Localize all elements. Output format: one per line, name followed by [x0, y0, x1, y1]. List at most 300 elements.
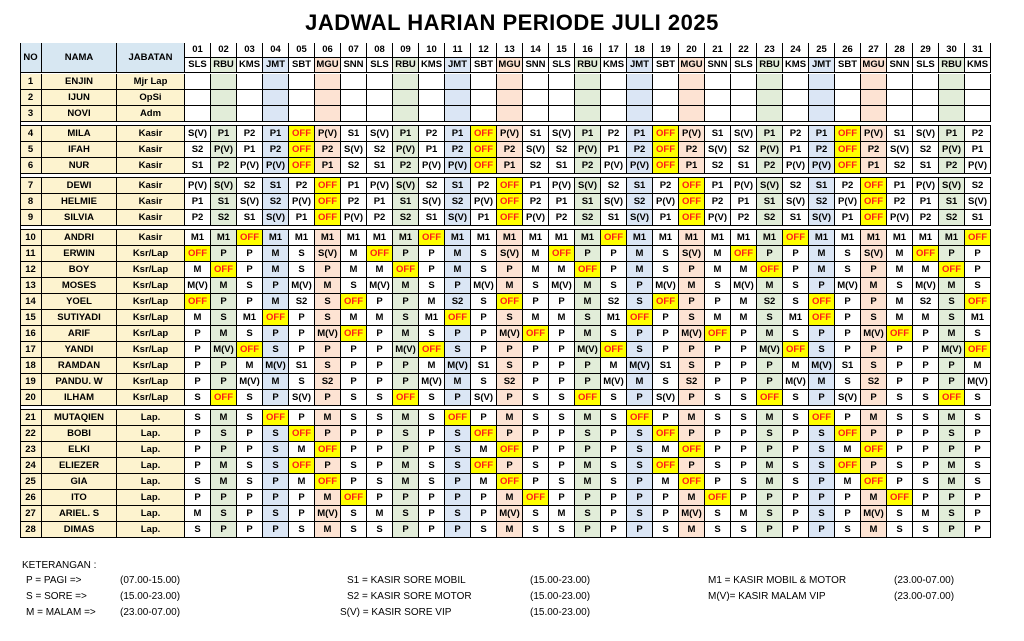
day-name: JMT — [445, 58, 471, 73]
shift-cell: M — [419, 358, 445, 374]
shift-off-cell: OFF — [315, 210, 341, 226]
shift-cell: S — [679, 358, 705, 374]
shift-cell: S2 — [393, 210, 419, 226]
shift-cell: M — [393, 474, 419, 490]
shift-cell: P — [861, 426, 887, 442]
shift-cell: S1 — [445, 178, 471, 194]
day-number: 14 — [523, 43, 549, 58]
shift-cell: P1 — [419, 142, 445, 158]
shift-cell: P2 — [835, 178, 861, 194]
shift-off-cell: OFF — [653, 158, 679, 174]
employee-position: Adm — [117, 106, 185, 122]
shift-cell: P — [783, 442, 809, 458]
shift-cell: M1 — [679, 230, 705, 246]
shift-cell: S(V) — [419, 194, 445, 210]
shift-off-cell: OFF — [861, 210, 887, 226]
shift-cell — [731, 106, 757, 122]
day-number: 22 — [731, 43, 757, 58]
shift-cell: P — [471, 506, 497, 522]
shift-cell — [367, 90, 393, 106]
shift-cell: S — [575, 506, 601, 522]
employee-position: Kasir — [117, 230, 185, 246]
shift-cell: M — [315, 278, 341, 294]
shift-cell: P — [887, 442, 913, 458]
day-name: JMT — [263, 58, 289, 73]
shift-cell: S1 — [367, 158, 393, 174]
shift-cell — [601, 90, 627, 106]
shift-cell: M(V) — [497, 506, 523, 522]
shift-cell: P — [939, 442, 965, 458]
shift-cell — [263, 74, 289, 90]
shift-cell: M(V) — [419, 374, 445, 390]
day-name: JMT — [809, 58, 835, 73]
shift-off-cell: OFF — [445, 310, 471, 326]
shift-cell: S — [263, 506, 289, 522]
shift-cell — [471, 106, 497, 122]
shift-off-cell: OFF — [965, 230, 991, 246]
shift-cell: S(V) — [367, 126, 393, 142]
shift-cell: S — [419, 474, 445, 490]
shift-cell: P — [705, 358, 731, 374]
shift-cell — [731, 74, 757, 90]
shift-cell: S — [627, 506, 653, 522]
day-name: SLS — [731, 58, 757, 73]
shift-cell: P — [601, 442, 627, 458]
shift-off-cell: OFF — [289, 458, 315, 474]
shift-cell: S2 — [887, 158, 913, 174]
shift-cell: S — [809, 426, 835, 442]
shift-cell: P — [913, 358, 939, 374]
shift-cell: M — [575, 474, 601, 490]
shift-off-cell: OFF — [471, 458, 497, 474]
shift-cell: P — [601, 522, 627, 538]
shift-cell: P — [549, 326, 575, 342]
shift-cell: M(V) — [601, 374, 627, 390]
shift-cell: P — [653, 490, 679, 506]
shift-cell: P1 — [523, 178, 549, 194]
shift-off-cell: OFF — [471, 126, 497, 142]
shift-cell: S — [705, 522, 731, 538]
shift-cell: P — [705, 342, 731, 358]
shift-cell — [471, 74, 497, 90]
shift-off-cell: OFF — [341, 294, 367, 310]
shift-cell: P — [835, 294, 861, 310]
shift-cell: S2 — [757, 294, 783, 310]
shift-cell — [237, 74, 263, 90]
shift-cell: P — [653, 326, 679, 342]
shift-cell: P — [523, 294, 549, 310]
employee-position: Mjr Lap — [117, 74, 185, 90]
shift-cell: S — [185, 410, 211, 426]
shift-cell: S — [523, 522, 549, 538]
shift-cell: M — [211, 458, 237, 474]
shift-cell: M — [471, 474, 497, 490]
shift-cell: S — [185, 390, 211, 406]
shift-cell: S(V) — [185, 126, 211, 142]
shift-cell — [211, 74, 237, 90]
shift-cell: S — [887, 410, 913, 426]
shift-cell — [731, 90, 757, 106]
legend-time-malam: (23.00-07.00) — [120, 607, 181, 618]
employee-position: Kasir — [117, 210, 185, 226]
shift-off-cell: OFF — [939, 262, 965, 278]
shift-cell: P — [575, 358, 601, 374]
shift-cell: M — [289, 442, 315, 458]
day-number: 19 — [653, 43, 679, 58]
shift-cell: P — [419, 490, 445, 506]
shift-cell: S — [731, 410, 757, 426]
shift-cell: M — [237, 358, 263, 374]
shift-cell: S — [393, 310, 419, 326]
shift-cell: M(V) — [289, 278, 315, 294]
shift-cell: S — [627, 426, 653, 442]
shift-cell: S2 — [913, 294, 939, 310]
shift-off-cell: OFF — [497, 194, 523, 210]
shift-cell — [913, 90, 939, 106]
shift-cell — [575, 74, 601, 90]
legend-time-sv: (15.00-23.00) — [530, 607, 591, 618]
shift-off-cell: OFF — [575, 262, 601, 278]
shift-cell: M — [679, 490, 705, 506]
shift-cell — [523, 74, 549, 90]
shift-cell — [757, 90, 783, 106]
shift-cell: P — [887, 426, 913, 442]
shift-cell: P — [549, 342, 575, 358]
shift-cell: P — [367, 490, 393, 506]
shift-cell: P2 — [783, 126, 809, 142]
shift-cell — [913, 106, 939, 122]
shift-cell: P — [601, 246, 627, 262]
shift-cell: P(V) — [861, 126, 887, 142]
employee-name: MOSES — [42, 278, 117, 294]
shift-cell: P2 — [211, 158, 237, 174]
shift-cell: S — [367, 390, 393, 406]
shift-cell: P — [731, 442, 757, 458]
day-number: 29 — [913, 43, 939, 58]
shift-cell: M — [263, 374, 289, 390]
shift-cell: P — [627, 278, 653, 294]
shift-cell: P1 — [835, 210, 861, 226]
shift-cell: M — [263, 246, 289, 262]
shift-cell — [601, 74, 627, 90]
shift-cell: S — [419, 458, 445, 474]
shift-cell: P — [211, 522, 237, 538]
row-number: 18 — [20, 358, 42, 374]
shift-cell: P1 — [367, 194, 393, 210]
shift-cell: M — [341, 262, 367, 278]
shift-cell: P — [523, 442, 549, 458]
shift-cell — [861, 90, 887, 106]
shift-cell: M — [757, 410, 783, 426]
shift-cell: P — [575, 442, 601, 458]
shift-cell: S — [705, 506, 731, 522]
shift-cell: M1 — [783, 310, 809, 326]
shift-cell: P — [341, 426, 367, 442]
shift-off-cell: OFF — [497, 178, 523, 194]
shift-cell — [965, 90, 991, 106]
shift-cell: S(V) — [913, 126, 939, 142]
shift-cell: M — [367, 262, 393, 278]
shift-cell: P — [315, 458, 341, 474]
shift-cell: P2 — [263, 142, 289, 158]
shift-cell — [783, 90, 809, 106]
shift-cell: P — [445, 326, 471, 342]
shift-cell — [367, 74, 393, 90]
day-name: SNN — [705, 58, 731, 73]
shift-cell: S2 — [341, 158, 367, 174]
shift-cell: P — [419, 506, 445, 522]
shift-cell: S(V) — [731, 126, 757, 142]
shift-cell: S1 — [393, 194, 419, 210]
shift-cell: S — [549, 522, 575, 538]
shift-off-cell: OFF — [627, 410, 653, 426]
shift-cell: S1 — [237, 210, 263, 226]
shift-cell: M — [575, 294, 601, 310]
shift-cell: P — [315, 426, 341, 442]
employee-position: Lap. — [117, 410, 185, 426]
shift-cell: P — [445, 474, 471, 490]
row-number: 20 — [20, 390, 42, 406]
shift-cell: M — [393, 278, 419, 294]
shift-cell: S — [939, 506, 965, 522]
shift-cell: P — [445, 278, 471, 294]
shift-cell: S(V) — [471, 390, 497, 406]
employee-name: GIA — [42, 474, 117, 490]
employee-name: IFAH — [42, 142, 117, 158]
shift-cell: S — [783, 458, 809, 474]
shift-cell: M — [913, 506, 939, 522]
shift-cell — [653, 106, 679, 122]
shift-cell: M1 — [757, 230, 783, 246]
shift-cell: S — [887, 390, 913, 406]
shift-cell: S — [289, 262, 315, 278]
day-name: MGU — [497, 58, 523, 73]
shift-cell: P1 — [289, 210, 315, 226]
day-name: SLS — [185, 58, 211, 73]
shift-cell: P(V) — [445, 158, 471, 174]
day-name: KMS — [419, 58, 445, 73]
shift-cell: P2 — [185, 210, 211, 226]
header-nama: NAMA — [42, 43, 117, 73]
shift-cell: P — [393, 490, 419, 506]
employee-position: Ksr/Lap — [117, 390, 185, 406]
shift-cell: S(V) — [861, 246, 887, 262]
shift-cell: P2 — [861, 142, 887, 158]
shift-cell — [887, 74, 913, 90]
shift-cell: S(V) — [601, 194, 627, 210]
shift-off-cell: OFF — [367, 246, 393, 262]
shift-cell: P(V) — [705, 210, 731, 226]
shift-cell: P — [419, 442, 445, 458]
shift-off-cell: OFF — [653, 294, 679, 310]
shift-cell: S — [185, 474, 211, 490]
shift-cell: S — [939, 426, 965, 442]
shift-cell: P — [653, 342, 679, 358]
shift-cell: S(V) — [211, 178, 237, 194]
shift-cell — [367, 106, 393, 122]
shift-cell: S — [783, 294, 809, 310]
shift-cell: S — [315, 358, 341, 374]
shift-cell: M — [965, 358, 991, 374]
shift-cell: P2 — [445, 142, 471, 158]
shift-cell: S2 — [809, 194, 835, 210]
shift-cell: S — [237, 474, 263, 490]
employee-name: PANDU. W — [42, 374, 117, 390]
day-number: 28 — [887, 43, 913, 58]
shift-cell: M1 — [419, 310, 445, 326]
shift-cell: S — [653, 246, 679, 262]
day-name: SNN — [523, 58, 549, 73]
shift-off-cell: OFF — [289, 126, 315, 142]
shift-cell: S(V) — [965, 194, 991, 210]
shift-cell: S(V) — [341, 142, 367, 158]
page-title: JADWAL HARIAN PERIODE JULI 2025 — [305, 10, 719, 35]
shift-cell — [705, 106, 731, 122]
shift-cell: P — [497, 390, 523, 406]
shift-off-cell: OFF — [315, 194, 341, 210]
shift-cell: P — [211, 358, 237, 374]
employee-name: BOBI — [42, 426, 117, 442]
shift-cell: P(V) — [627, 158, 653, 174]
shift-cell: S — [965, 326, 991, 342]
day-number: 10 — [419, 43, 445, 58]
day-number: 24 — [783, 43, 809, 58]
shift-cell: M1 — [809, 230, 835, 246]
header-no: NO — [20, 43, 42, 73]
shift-off-cell: OFF — [783, 230, 809, 246]
shift-cell: S — [445, 442, 471, 458]
shift-cell: S1 — [835, 358, 861, 374]
shift-cell — [393, 106, 419, 122]
shift-cell: M(V) — [575, 342, 601, 358]
shift-cell: S — [237, 390, 263, 406]
shift-cell: S1 — [653, 358, 679, 374]
day-number: 21 — [705, 43, 731, 58]
shift-cell — [497, 74, 523, 90]
shift-cell — [887, 90, 913, 106]
shift-off-cell: OFF — [497, 294, 523, 310]
shift-cell: S(V) — [497, 246, 523, 262]
shift-cell: M(V) — [939, 342, 965, 358]
row-number: 1 — [20, 74, 42, 90]
shift-off-cell: OFF — [757, 262, 783, 278]
shift-cell: P — [263, 278, 289, 294]
legend-time-sore: (15.00-23.00) — [120, 591, 181, 602]
shift-cell: S2 — [913, 142, 939, 158]
shift-cell: P — [185, 374, 211, 390]
shift-cell: S1 — [757, 194, 783, 210]
shift-cell: P1 — [575, 126, 601, 142]
shift-cell: P — [965, 246, 991, 262]
shift-cell: S — [783, 326, 809, 342]
shift-cell — [757, 74, 783, 90]
shift-cell: P — [185, 490, 211, 506]
shift-cell: P — [887, 342, 913, 358]
day-number: 16 — [575, 43, 601, 58]
shift-cell: P — [289, 490, 315, 506]
shift-cell: M — [549, 310, 575, 326]
shift-cell: S1 — [341, 126, 367, 142]
day-number: 30 — [939, 43, 965, 58]
day-number: 13 — [497, 43, 523, 58]
shift-cell: P — [627, 490, 653, 506]
shift-off-cell: OFF — [497, 442, 523, 458]
shift-cell — [783, 106, 809, 122]
shift-cell: S1 — [601, 210, 627, 226]
shift-cell: P(V) — [757, 142, 783, 158]
shift-cell: M — [575, 326, 601, 342]
shift-cell: S2 — [445, 194, 471, 210]
employee-position: Kasir — [117, 158, 185, 174]
shift-cell: P — [367, 294, 393, 310]
shift-cell: P1 — [939, 126, 965, 142]
shift-off-cell: OFF — [861, 474, 887, 490]
shift-off-cell: OFF — [185, 294, 211, 310]
shift-cell: M — [653, 442, 679, 458]
shift-cell: S — [601, 326, 627, 342]
shift-cell: M(V) — [237, 374, 263, 390]
day-number: 17 — [601, 43, 627, 58]
shift-cell: S — [211, 506, 237, 522]
shift-cell: P — [185, 458, 211, 474]
shift-cell: M — [341, 246, 367, 262]
row-number: 3 — [20, 106, 42, 122]
shift-cell: M — [705, 262, 731, 278]
shift-cell: P — [757, 246, 783, 262]
shift-cell: M — [939, 474, 965, 490]
shift-cell — [549, 90, 575, 106]
shift-cell: P2 — [965, 126, 991, 142]
shift-off-cell: OFF — [861, 442, 887, 458]
shift-cell: S1 — [913, 158, 939, 174]
shift-cell: P2 — [731, 210, 757, 226]
shift-cell: P — [835, 326, 861, 342]
shift-cell: S2 — [315, 374, 341, 390]
day-name: RBU — [393, 58, 419, 73]
shift-cell: M — [575, 410, 601, 426]
shift-cell: P1 — [627, 126, 653, 142]
shift-cell: S2 — [289, 294, 315, 310]
shift-cell — [263, 106, 289, 122]
day-number: 20 — [679, 43, 705, 58]
shift-cell: S(V) — [549, 126, 575, 142]
shift-cell: M — [185, 506, 211, 522]
shift-cell — [211, 106, 237, 122]
shift-cell: P — [211, 294, 237, 310]
employee-name: HELMIE — [42, 194, 117, 210]
day-name: KMS — [601, 58, 627, 73]
shift-cell: S2 — [211, 210, 237, 226]
shift-cell: P — [861, 342, 887, 358]
shift-cell — [289, 90, 315, 106]
shift-off-cell: OFF — [887, 326, 913, 342]
shift-cell: S — [861, 310, 887, 326]
shift-cell: S — [289, 246, 315, 262]
shift-cell: P — [185, 426, 211, 442]
shift-cell: S — [471, 246, 497, 262]
row-number: 16 — [20, 326, 42, 342]
shift-cell: P — [549, 490, 575, 506]
day-number: 15 — [549, 43, 575, 58]
shift-cell: P2 — [809, 142, 835, 158]
shift-cell: S — [809, 506, 835, 522]
shift-cell: P — [393, 522, 419, 538]
shift-cell: P — [289, 342, 315, 358]
shift-cell — [809, 74, 835, 90]
shift-cell: M(V) — [263, 358, 289, 374]
row-number: 23 — [20, 442, 42, 458]
shift-cell: M — [627, 262, 653, 278]
